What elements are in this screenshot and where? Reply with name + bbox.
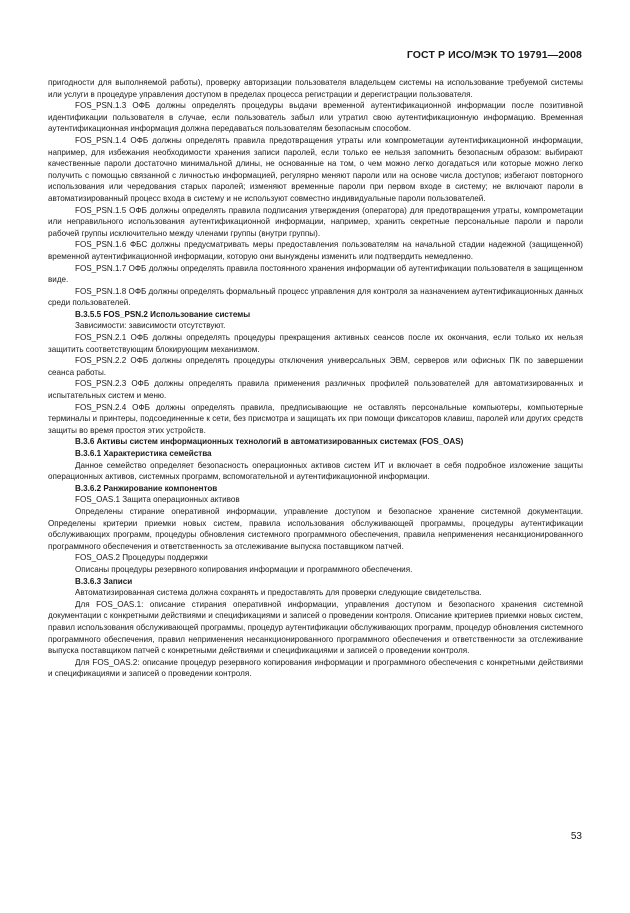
paragraph: Описаны процедуры резервного копирования информации и программного обеспечения. [75,564,413,574]
paragraph: Автоматизированная система должна сохранять и предоставлять для проверки следующие свидетельства. [75,588,482,598]
paragraph: FOS_PSN.1.4 ОФБ должны определять правила предотвращения утраты или компрометации аутентификационной информации, например, для избежания необходимости хранения записи паролей, если только ее нельзя запомнить безопасным образом: выбирают качественные пароли достаточно минимальной длины, не основанные на том, о чем можно легко догадаться или которые можно легко получить с помощью связанной с личностью информацией, регулярно меняют пароли или на основе числа доступов; избегают повторного использования или чередования старых паролей; изменяют временные пароли при первом входе в систему; не включают пароли в автоматизированный процесс входа в систему и не используют совместно индивидуальные пароли пользователей. [48,135,583,203]
document-body [48,77,583,680]
paragraph: FOS_PSN.1.5 ОФБ должны определять правила подписания утверждения (оператора) для предотвращения утраты, компрометации или неправильного использования аутентификационной информации, например, хранить секретные персональные пароли и пароли рабочей группы исключительно между членами группы (внутри группы). [48,205,583,238]
paragraph: FOS_PSN.2.3 ОФБ должны определять правила применения различных профилей пользователей для автоматизированных и испытательных систем и меню. [48,379,583,401]
page-number: 53 [570,831,582,842]
section-heading: В.3.6.1 Характеристика семейства [75,449,212,458]
paragraph: Зависимости: зависимости отсутствуют. [75,321,226,331]
section-heading: В.3.5.5 FOS_PSN.2 Использование системы [75,309,251,319]
paragraph: FOS_PSN.2.1 ОФБ должны определять процедуры прекращения активных сеансов после их окончания, если только их нельзя защитить соответствующим блокирующим механизмом. [48,333,583,354]
standard-header: ГОСТ Р ИСО/МЭК ТО 19791—2008 [406,49,582,61]
paragraph: FOS_PSN.1.7 ОФБ должны определять правила постоянного хранения информации об аутентификации пользователя в защищенном виде. [48,263,583,285]
paragraph: FOS_PSN.1.6 ФБС должны предусматривать меры предоставления пользователям на начальной стадии надежной (защищенной) временной аутентификационной информации, которую они вынуждены изменить или подтвердить немедленно. [48,240,583,261]
paragraph: Для FOS_OAS.2: описание процедур резервного копирования информации и программного обеспечения с конкретными действиями и спецификациями и записей о проведении контроля. [48,657,583,679]
paragraph: FOS_PSN.1.8 ОФБ должны определять формальный процесс управления для контроля за назначением аутентификационных данных среди пользователей. [48,286,583,308]
section-heading: В.3.6.3 Записи [75,576,133,586]
paragraph: FOS_PSN.2.2 ОФБ должны определять процедуры отключения универсальных ЭВМ, серверов или офисных ПК по завершении сеанса работы. [48,356,583,377]
paragraph: FOS_PSN.1.3 ОФБ должны определять процедуры выдачи временной аутентификационной информации после позитивной идентификации пользователя в случае, если пользователь забыл или утратил свою аутентификационную информацию. Временная аутентификационная информация должна передаваться пользователям безопасным способом. [48,101,583,134]
paragraph: FOS_PSN.2.4 ОФБ должны определять правила, предписывающие не оставлять персональные компьютеры, компьютерные терминалы и принтеры, подсоединенные к сети, без присмотра и защищать их при помощи фиксаторов клавиш, паролей или других средств защиты во время простоя этих устройств. [48,402,583,435]
paragraph: FOS_OAS.2 Процедуры поддержки [75,553,208,563]
section-heading: В.3.6.2 Ранжирование компонентов [75,483,218,493]
paragraph: пригодности для выполняемой работы), проверку авторизации пользователя владельцем системы на использование требуемой системы или услуги в процедуре управления доступом в пределах процесса регистрации и дерегистрации пользователя. [48,78,583,99]
section-heading: В.3.6 Активы систем информационных технологий в автоматизированных системах (FOS_OAS) [75,437,464,447]
paragraph: Данное семейство определяет безопасность операционных активов систем ИТ и включает в себя подробное изложение защиты операционных активов, системных программ, вспомогательной и аутентификационной информации. [48,460,583,482]
paragraph: Для FOS_OAS.1: описание стирания оперативной информации, управления доступом и безопасного хранения системной документации с конкретными действиями и спецификациями и записей о проведении контроля. Описание критериев приемки новых систем, правил использования обслуживающей программы, процедур аутентификации обслуживающих программ, процедур обновления системного программного обеспечения, правил неприменения несанкционированного программного обеспечения и ответственности за отслеживание выпуска поставщиком патчей с конкретными действиями и спецификациями и записей о проведении контроля. [48,599,583,656]
paragraph: Определены стирание оперативной информации, управление доступом и безопасное хранение системной документации. Определены критерии приемки новых систем, правила использования обслуживающей программы, процедуры аутентификации обслуживающих программ, процедуры обновления системного программного обеспечения, правила неприменения несанкционированного программного обеспечения и ответственность за отслеживание выпуска поставщиком патчей. [48,506,583,551]
paragraph: FOS_OAS.1 Защита операционных активов [75,495,240,505]
